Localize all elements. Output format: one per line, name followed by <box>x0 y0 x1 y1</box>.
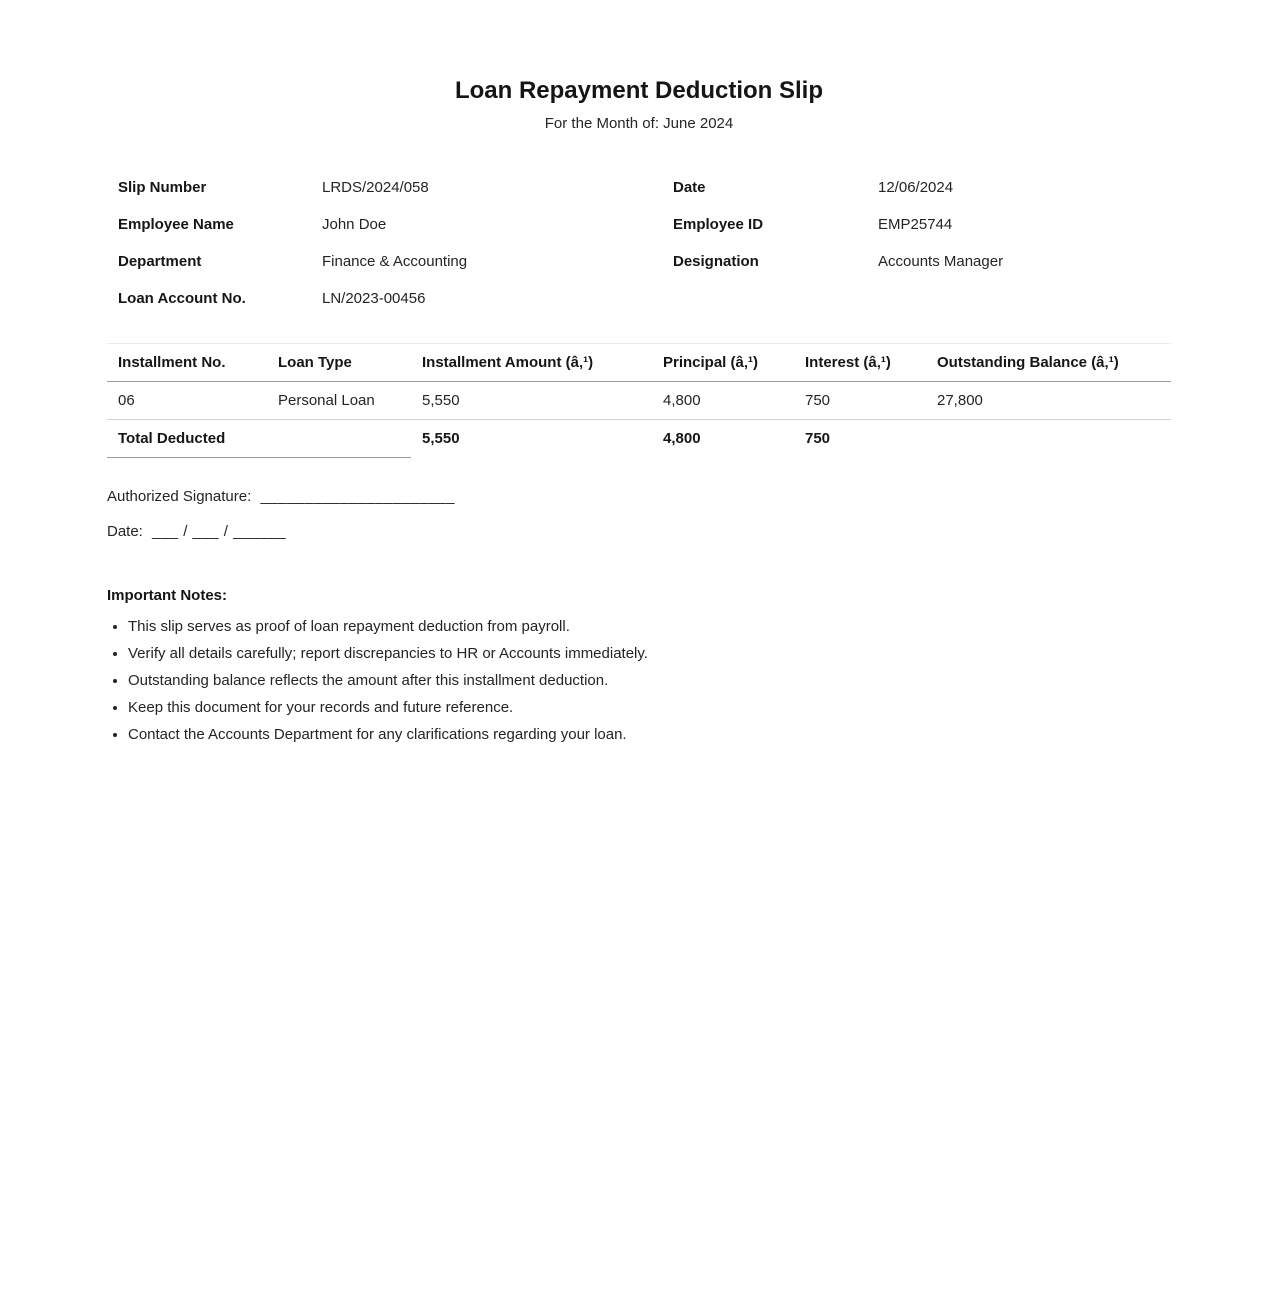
header-interest: Interest (â‚¹) <box>794 344 926 382</box>
department-value: Finance & Accounting <box>322 253 468 270</box>
info-row-employee-id <box>673 206 1171 243</box>
total-interest: 750 <box>805 430 831 448</box>
table-total-row <box>107 420 1171 458</box>
employee-info-grid <box>107 169 1171 317</box>
table-row <box>107 382 1171 420</box>
deduction-slip-page <box>107 0 1171 808</box>
important-notes-heading: Important Notes: <box>107 587 227 604</box>
employee-id-label: Employee ID <box>673 216 764 233</box>
designation-value: Accounts Manager <box>878 253 1004 270</box>
designation-label: Designation <box>673 253 759 270</box>
slip-number-value: LRDS/2024/058 <box>322 179 429 196</box>
header-installment-no: Installment No. <box>107 344 267 382</box>
note-item: • Verify all details carefully; report discrepancies to HR or Accounts immediately. <box>128 640 1171 667</box>
note-item: • Outstanding balance reflects the amount after this installment deduction. <box>128 667 1171 694</box>
department-label: Department <box>118 253 202 270</box>
total-outstanding-blank <box>926 420 1171 458</box>
total-installment-amount: 5,550 <box>422 430 460 448</box>
info-column-right <box>673 169 1171 317</box>
cell-principal: 4,800 <box>652 382 794 420</box>
info-row-slip-number <box>107 169 673 206</box>
note-item: • This slip serves as proof of loan repayment deduction from payroll. <box>128 613 1171 640</box>
date-label: Date <box>673 179 706 196</box>
info-row-date <box>673 169 1171 206</box>
date-value: 12/06/2024 <box>878 179 954 196</box>
header-principal: Principal (â‚¹) <box>652 344 794 382</box>
info-column-left <box>107 169 673 317</box>
header-outstanding-balance: Outstanding Balance (â‚¹) <box>926 344 1171 382</box>
installment-table <box>107 343 1171 458</box>
signature-date-label: Date: <box>107 523 143 540</box>
note-item: • Contact the Accounts Department for any clarifications regarding your loan. <box>128 721 1171 748</box>
important-notes-list <box>107 613 1171 748</box>
cell-loan-type: Personal Loan <box>267 382 411 420</box>
info-row-designation <box>673 243 1171 280</box>
employee-name-value: John Doe <box>322 216 387 233</box>
page-title: Loan Repayment Deduction Slip <box>454 77 824 104</box>
total-deducted-label: Total Deducted <box>107 420 411 458</box>
authorized-signature-blank: ______________________ <box>260 488 455 505</box>
employee-name-label: Employee Name <box>118 216 234 233</box>
cell-interest: 750 <box>794 382 926 420</box>
note-item: • Keep this document for your records and future reference. <box>128 694 1171 721</box>
total-principal: 4,800 <box>663 430 701 448</box>
info-row-department <box>107 243 673 280</box>
page-subtitle: For the Month of: June 2024 <box>544 115 734 132</box>
info-row-loan-account <box>107 280 673 317</box>
slip-number-label: Slip Number <box>118 179 207 196</box>
header-installment-amount: Installment Amount (â‚¹) <box>411 344 652 382</box>
signature-date-blank: ___ / ___ / ______ <box>152 523 287 540</box>
cell-installment-amount: 5,550 <box>411 382 652 420</box>
table-header-row <box>107 344 1171 382</box>
loan-account-value: LN/2023-00456 <box>322 290 426 307</box>
employee-id-value: EMP25744 <box>878 216 953 233</box>
cell-installment-no: 06 <box>107 382 267 420</box>
signature-date-line <box>107 523 1171 541</box>
loan-account-label: Loan Account No. <box>118 290 246 307</box>
authorized-signature-label: Authorized Signature: <box>107 488 252 505</box>
authorized-signature-line <box>107 488 1171 506</box>
header-loan-type: Loan Type <box>267 344 411 382</box>
cell-outstanding-balance: 27,800 <box>926 382 1171 420</box>
info-row-employee-name <box>107 206 673 243</box>
